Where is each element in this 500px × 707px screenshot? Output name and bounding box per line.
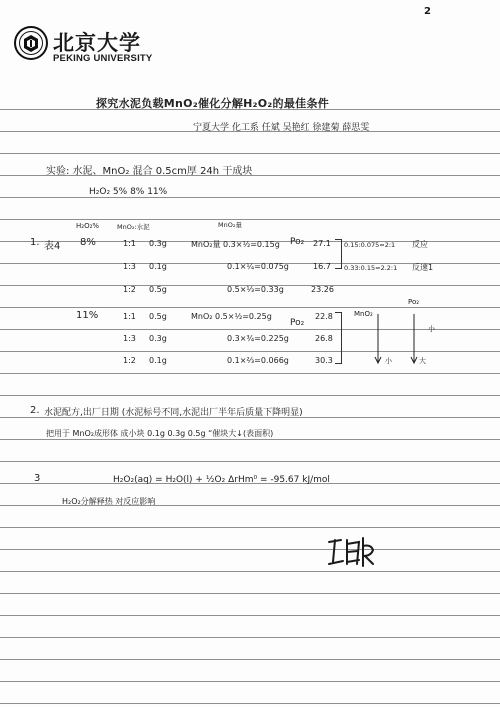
row8-ratio: 1:2 xyxy=(123,285,136,294)
group-brace-11 xyxy=(335,312,342,364)
section1-label: 表4 xyxy=(44,241,61,252)
concentration-11: 11% xyxy=(76,310,99,321)
row11-ratio: 1:1 xyxy=(123,312,136,321)
row11-calc: MnO₂ 0.5×½=0.25g xyxy=(191,312,272,321)
experiment-line-2: H₂O₂ 5% 8% 11% xyxy=(89,187,168,197)
section2-line-2: 把用于 MnO₂成形体 成小块 0.1g 0.3g 0.5g “催块大↓(表面积) xyxy=(46,429,274,438)
section2-line-1: 水泥配方,出厂日期 (水泥标号不同,水泥出厂半年后质量下降明显) xyxy=(44,408,303,418)
row11-value: 30.3 xyxy=(315,356,333,365)
row8-value: 27.1 xyxy=(313,239,331,248)
row8-value: 16.7 xyxy=(313,262,331,271)
row8-mass: 0.1g xyxy=(149,262,167,271)
row11-mass: 0.1g xyxy=(149,356,167,365)
signature-image xyxy=(325,534,377,570)
row8-calc: 0.1×¼=0.075g xyxy=(227,262,289,271)
group-brace-8 xyxy=(335,239,342,269)
document-title: 探究水泥负载MnO₂催化分解H₂O₂的最佳条件 xyxy=(96,97,330,110)
row11-calc: 0.1×⅔=0.066g xyxy=(227,356,289,365)
row8-mass: 0.5g xyxy=(149,285,167,294)
note-ratio-a: 0.15:0.075=2:1 xyxy=(344,241,396,249)
header-h2o2-percent: H₂O₂% xyxy=(76,222,100,230)
header-mno2-cement-ratio: MnO₂:水泥 xyxy=(117,223,150,231)
row8-mass: 0.3g xyxy=(149,239,167,248)
authors-line: 宁夏大学 化工系 任斌 吴艳红 徐建菊 薛思雯 xyxy=(193,123,370,133)
note-speed-b: 反速1 xyxy=(412,263,434,272)
arrow-label-po2: Po₂ xyxy=(408,298,420,306)
page-number: 2 xyxy=(424,6,431,17)
row11-calc: 0.3×¾=0.225g xyxy=(227,334,289,343)
note-ratio-b: 0.33:0.15=2.2:1 xyxy=(344,264,398,272)
reaction-equation: H₂O₂(aq) = H₂O(l) + ½O₂ ΔrHm⁰ = -95.67 kJ/mol xyxy=(113,475,330,485)
section3-note: H₂O₂分解释热 对反应影响 xyxy=(62,497,156,506)
experiment-line-1: 实验: 水泥、MnO₂ 混合 0.5cm厚 24h 干成块 xyxy=(46,166,253,177)
university-name-en: PEKING UNIVERSITY xyxy=(53,53,153,64)
row11-value: 22.8 xyxy=(315,312,333,321)
row8-calc: 0.5×⅓=0.33g xyxy=(227,285,284,294)
po2-label-top: Po₂ xyxy=(290,237,305,247)
section1-number: 1. xyxy=(30,237,40,248)
arrow-label-small: 小 xyxy=(385,357,392,365)
row8-ratio: 1:3 xyxy=(123,262,136,271)
university-name-cn: 北京大学 xyxy=(53,30,141,55)
header-mno2-amount: MnO₂量 xyxy=(218,221,242,229)
note-speed-a: 反应 xyxy=(412,240,428,249)
row11-ratio: 1:2 xyxy=(123,356,136,365)
section2-number: 2. xyxy=(30,405,40,416)
arrow-label-small-2: 小 xyxy=(428,325,435,333)
po2-label-bottom: Po₂ xyxy=(290,318,305,328)
row11-mass: 0.3g xyxy=(149,334,167,343)
row11-value: 26.8 xyxy=(315,334,333,343)
row8-value: 23.26 xyxy=(311,285,334,294)
row11-ratio: 1:3 xyxy=(123,334,136,343)
row11-mass: 0.5g xyxy=(149,312,167,321)
row8-ratio: 1:1 xyxy=(123,239,136,248)
row8-calc: MnO₂量 0.3×½=0.15g xyxy=(191,240,280,249)
section3-number: 3 xyxy=(34,473,41,484)
arrow-label-large: 大 xyxy=(419,357,426,365)
arrow-label-mno2: MnO₂ xyxy=(354,310,373,318)
concentration-8: 8% xyxy=(80,237,96,248)
university-seal-logo xyxy=(14,26,48,60)
